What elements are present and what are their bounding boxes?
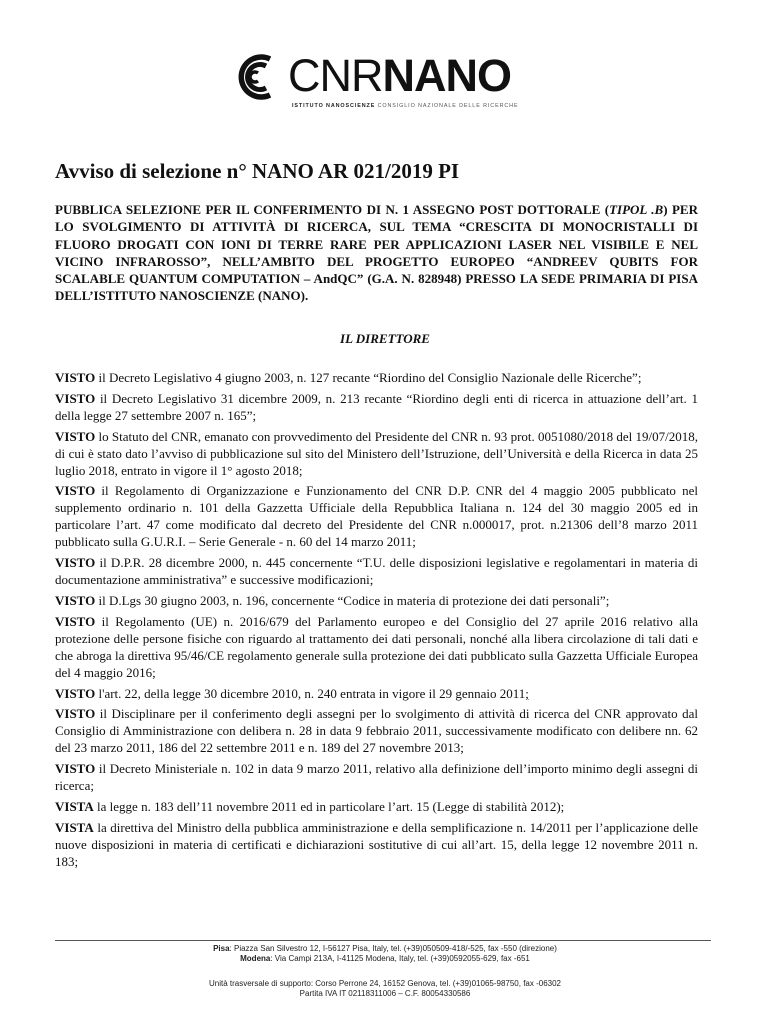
recital-text: lo Statuto del CNR, emanato con provvedimento del Presidente del CNR n. 93 prot. 0051080/2018 del 19/07/2018, di cui è stato dato l’avviso di pubblicazione sul sito del Ministero dell’Istruzione, dell’Università e della Ricerca in data 25 luglio 2018, entrato in vigore il 1° agosto 2018; <box>55 428 698 478</box>
recital-item <box>55 482 698 550</box>
recital-keyword: VISTO <box>55 706 96 722</box>
recital-keyword: VISTO <box>55 685 96 701</box>
logo-name-light: CNR <box>288 50 383 101</box>
recital-keyword: VISTO <box>55 428 96 444</box>
footer-pisa <box>0 944 770 954</box>
recitals-list <box>55 369 698 874</box>
footer-modena-label: Modena <box>240 954 271 963</box>
recital-text: il Regolamento di Organizzazione e Funzionamento del CNR D.P. CNR del 4 maggio 2005 pubblicato nel supplemento ordinario n. 101 della Gazzetta Ufficiale della Repubblica Italiana n. 124 del 30 maggio 2005 ed in particolare l’art. 47 come modificato dal decreto del Presidente del CNR n.000017, prot. n.21306 dell’8 marzo 2011 pubblicato sulla G.U.R.I. – Serie Generale - n. 60 del 14 marzo 2011; <box>55 483 698 550</box>
logo-subtitle-light: CONSIGLIO NAZIONALE DELLE RICERCHE <box>377 103 519 109</box>
recital-item <box>55 819 698 870</box>
subject-pre: PUBBLICA SELEZIONE PER IL CONFERIMENTO DI N. 1 ASSEGNO POST DOTTORALE ( <box>55 202 610 217</box>
recital-keyword: VISTO <box>55 483 96 499</box>
recital-keyword: VISTO <box>55 592 96 608</box>
recital-text: il D.P.R. 28 dicembre 2000, n. 445 concernente “T.U. delle disposizioni legislative e regolamentari in materia di documentazione amministrativa” e successive modificazioni; <box>55 555 698 588</box>
recital-item <box>55 685 698 702</box>
subject-post: ) PER LO SVOLGIMENTO DI ATTIVITÀ DI RICERCA, SUL TEMA “CRESCITA DI MONOCRISTALLI DI FLUORO DROGATI CON IONI DI TERRE RARE PER APPLICAZIONI LASER NEL VISIBILE E NEL VICINO INFRAROSSO”, NELL’AMBITO DEL PROGETTO EUROPEO “ANDREEV QUBITS FOR SCALABLE QUANTUM COMPUTATION – AndQC” (G.A. N. 828948) PRESSO LA SEDE PRIMARIA DI PISA DELL’ISTITUTO NANOSCIENZE (NANO). <box>55 202 698 304</box>
subject-italic: TIPOL .B <box>609 202 664 217</box>
recital-text: il Decreto Ministeriale n. 102 in data 9 marzo 2011, relativo alla definizione dell’importo minimo degli assegni di ricerca; <box>55 761 698 794</box>
recital-item <box>55 613 698 681</box>
recital-item <box>55 390 698 424</box>
document-title: Avviso di selezione n° NANO AR 021/2019 PI <box>55 159 460 183</box>
recital-item <box>55 705 698 756</box>
logo-subtitle-bold: ISTITUTO NANOSCIENZE <box>292 103 376 109</box>
recital-text: il Decreto Legislativo 31 dicembre 2009, n. 213 recante “Riordino degli enti di ricerca in attuazione dell’art. 1 della legge 27 settembre 2007 n. 165”; <box>55 390 698 423</box>
footer-unit: Unità trasversale di supporto: Corso Perrone 24, 16152 Genova, tel. (+39)01065-98750, fax -06302 <box>209 979 561 988</box>
recital-text: il Regolamento (UE) n. 2016/679 del Parlamento europeo e del Consiglio del 27 aprile 2016 relativo alla protezione delle persone fisiche con riguardo al trattamento dei dati personali, nonché alla libera circolazione di tali dati e che abroga la direttiva 95/46/CE regolamento generale sulla protezione dei dati pubblicato sulla Gazzetta Ufficiale Europea del 4 maggio 2016; <box>55 613 698 680</box>
recital-text: il Disciplinare per il conferimento degli assegni per lo svolgimento di attività di ricerca del CNR approvato dal Consiglio di Amministrazione con delibera n. 28 in data 9 febbraio 2011, successivamente modificato con delibere nn. 62 del 23 marzo 2011, 186 del 22 settembre 2011 e n. 189 del 27 novembre 2013; <box>55 706 698 756</box>
recital-item <box>55 760 698 794</box>
recital-tail: ; <box>525 685 529 701</box>
selection-subject <box>55 201 698 305</box>
recital-keyword: VISTO <box>55 613 96 629</box>
logo-subtitle <box>292 103 518 109</box>
recital-item <box>55 592 698 609</box>
recital-keyword: VISTO <box>55 370 96 385</box>
recital-item <box>55 798 698 815</box>
footer-vat: Partita IVA IT 02118311006 – C.F. 80054330586 <box>299 989 471 998</box>
recital-text: la direttiva del Ministro della pubblica amministrazione e della semplificazione n. 14/2011 per l’applicazione delle nuove disposizioni in materia di certificati e dichiarazioni sostitutive di cui all’art. 15, della legge 12 novembre 2011 n. 183; <box>55 819 698 869</box>
recital-keyword: VISTO <box>55 761 96 777</box>
footer-modena <box>0 954 770 964</box>
recital-text: il D.Lgs 30 giugno 2003, n. 196, concernente “Codice in materia di protezione dei dati personali”; <box>95 592 610 608</box>
cnr-nano-logo <box>226 50 526 114</box>
page-footer <box>0 944 770 999</box>
director-heading: IL DIRETTORE <box>340 331 430 346</box>
footer-divider <box>55 940 711 941</box>
recital-keyword: VISTO <box>55 390 96 406</box>
cnr-nano-emblem-icon <box>226 53 288 101</box>
logo-name-bold: NANO <box>382 50 511 101</box>
recital-item <box>55 428 698 479</box>
recital-keyword: VISTA <box>55 798 94 814</box>
recital-item <box>55 369 698 386</box>
footer-pisa-label: Pisa <box>213 944 230 953</box>
footer-pisa-text: : Piazza San Silvestro 12, I-56127 Pisa, Italy, tel. (+39)050509-418/-525, fax -550 (direzione) <box>229 944 557 953</box>
recital-text: il Decreto Legislativo 4 giugno 2003, n. 127 recante “Riordino del Consiglio Nazionale delle Ricerche”; <box>95 370 642 385</box>
recital-keyword: VISTA <box>55 819 94 835</box>
recital-text: la legge n. 183 dell’11 novembre 2011 ed in particolare l’art. 15 (Legge di stabilità 2012); <box>93 798 565 814</box>
logo-wordmark <box>288 50 511 102</box>
footer-modena-text: : Via Campi 213A, I-41125 Modena, Italy, tel. (+39)0592055-629, fax -651 <box>270 954 530 963</box>
recital-item <box>55 554 698 588</box>
recital-text: l'art. 22, della legge 30 dicembre 2010, n. 240 entrata in vigore il 29 gennaio 2011 <box>95 685 526 701</box>
recital-keyword: VISTO <box>55 555 96 571</box>
